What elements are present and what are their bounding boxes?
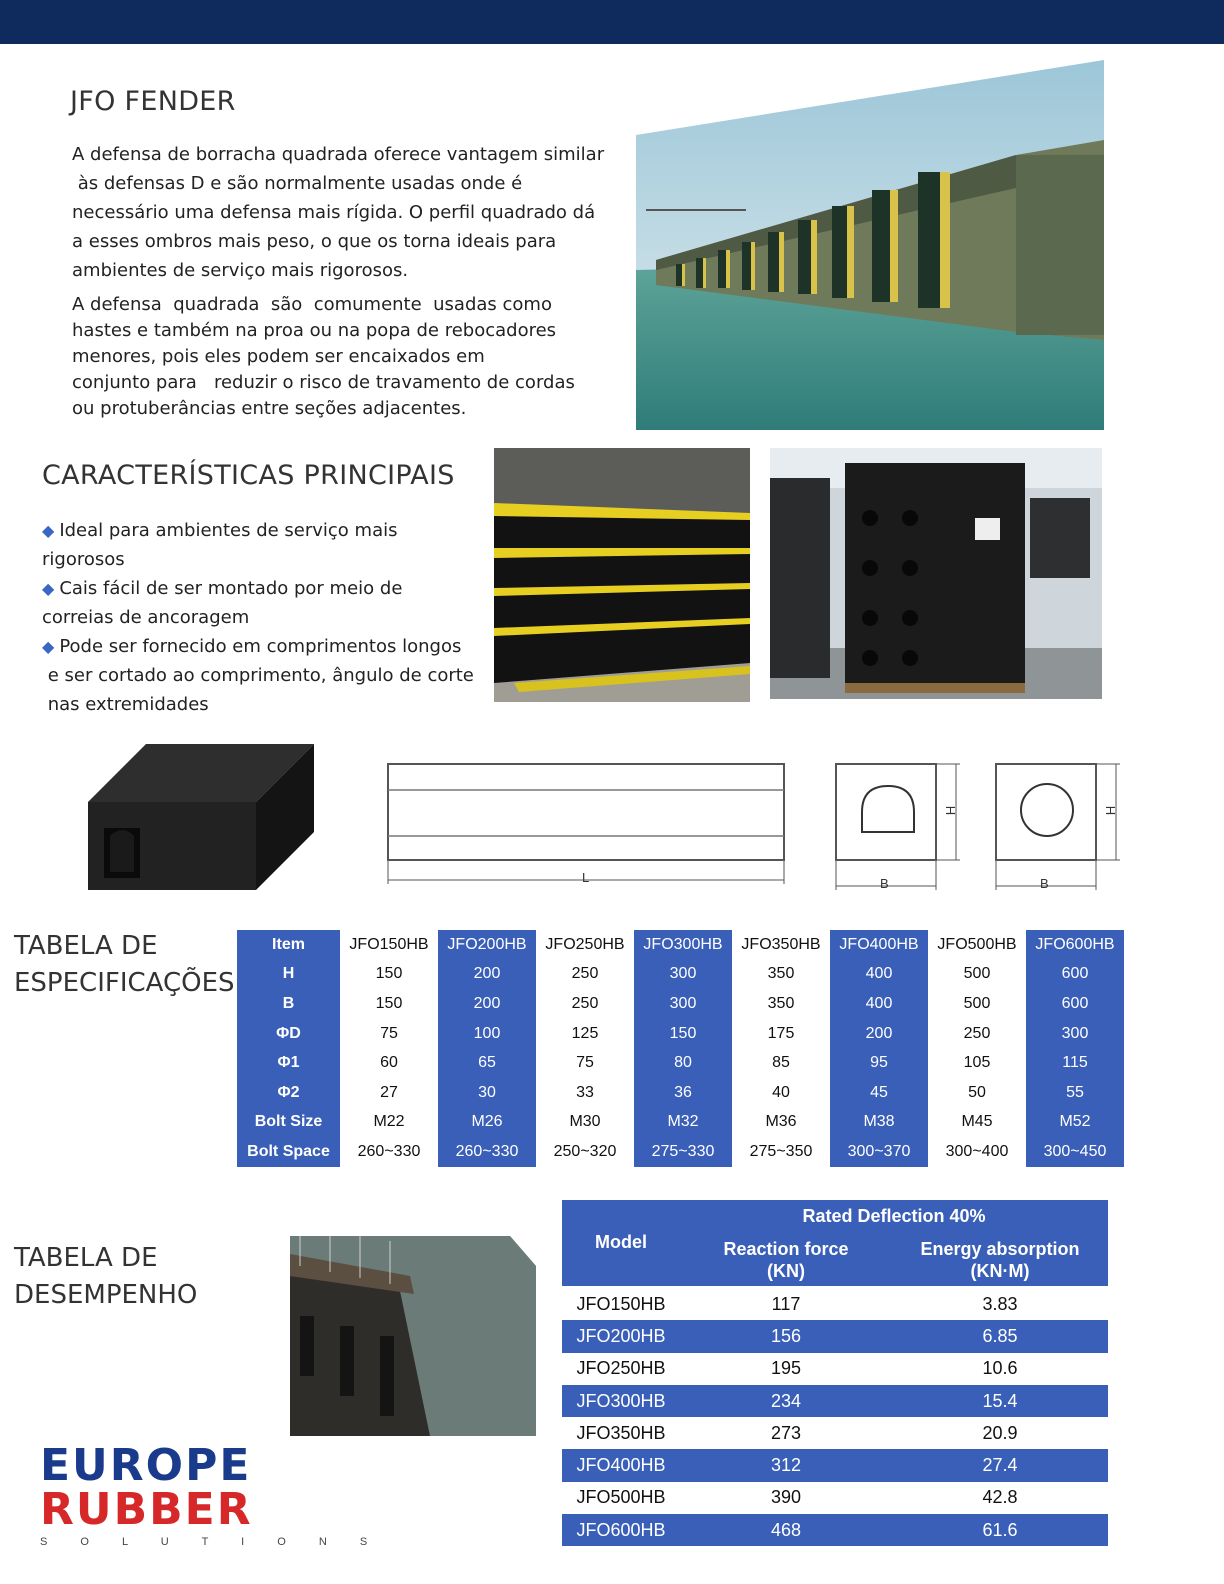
width-label: B bbox=[1040, 876, 1049, 891]
spec-cell: M22 bbox=[373, 1113, 405, 1131]
pier-photo bbox=[636, 60, 1104, 430]
performance-row bbox=[562, 1385, 1108, 1417]
spec-row bbox=[237, 1048, 1124, 1078]
performance-cell: 27.4 bbox=[892, 1449, 1108, 1481]
section-view-d-bore bbox=[832, 760, 964, 894]
spec-cell: M36 bbox=[765, 1113, 797, 1131]
performance-cell: 20.9 bbox=[982, 1422, 1018, 1443]
spec-cell: JFO300HB bbox=[634, 930, 732, 960]
features-title: CARACTERÍSTICAS PRINCIPAIS bbox=[42, 460, 455, 491]
performance-cell: JFO350HB bbox=[576, 1422, 666, 1443]
performance-cell: JFO250HB bbox=[576, 1358, 666, 1379]
performance-cell: 3.83 bbox=[982, 1293, 1018, 1314]
spec-cell: 350 bbox=[767, 965, 795, 983]
intro-line: menores, pois eles podem ser encaixados em bbox=[72, 346, 485, 367]
spec-cell: Bolt Space bbox=[237, 1137, 340, 1167]
diamond-bullet-icon: ◆ bbox=[42, 637, 55, 656]
intro-line: A defensa de borracha quadrada oferece vantagem similar bbox=[72, 144, 605, 165]
performance-cell: 6.85 bbox=[892, 1320, 1108, 1352]
performance-cell: 10.6 bbox=[982, 1358, 1018, 1379]
performance-cell: JFO600HB bbox=[562, 1514, 680, 1546]
spec-row bbox=[237, 989, 1124, 1019]
intro-line: necessário uma defensa mais rígida. O perfil quadrado dá bbox=[72, 202, 596, 223]
performance-cell: 61.6 bbox=[892, 1514, 1108, 1546]
logo-tagline: S O L U T I O N S bbox=[40, 1536, 383, 1548]
spec-cell: M32 bbox=[634, 1108, 732, 1138]
spec-cell: 500 bbox=[963, 965, 991, 983]
intro-paragraph-2 bbox=[72, 292, 632, 422]
spec-cell: 55 bbox=[1026, 1078, 1124, 1108]
spec-cell: 75 bbox=[576, 1054, 594, 1072]
feature-item: ◆ Ideal para ambientes de serviço mais rigorosos bbox=[42, 520, 398, 570]
performance-cell: 468 bbox=[680, 1514, 892, 1546]
spec-cell: 600 bbox=[1026, 960, 1124, 990]
performance-row bbox=[562, 1353, 1108, 1385]
performance-row bbox=[562, 1288, 1108, 1320]
performance-row bbox=[562, 1417, 1108, 1449]
spec-cell: JFO150HB bbox=[349, 935, 429, 953]
section-view-round-bore bbox=[992, 760, 1124, 894]
intro-line: A defensa quadrada são comumente usadas como bbox=[72, 294, 552, 315]
spec-cell: 200 bbox=[438, 989, 536, 1019]
performance-cell: 15.4 bbox=[892, 1385, 1108, 1417]
performance-cell: JFO500HB bbox=[576, 1487, 666, 1508]
pallet-fenders-photo bbox=[770, 448, 1102, 699]
spec-cell: Φ1 bbox=[237, 1048, 340, 1078]
header-rated-deflection: Rated Deflection 40% bbox=[802, 1206, 986, 1226]
spec-row bbox=[237, 1019, 1124, 1049]
spec-cell: 30 bbox=[438, 1078, 536, 1108]
spec-cell: JFO500HB bbox=[937, 935, 1017, 953]
spec-cell: 36 bbox=[634, 1078, 732, 1108]
spec-cell: JFO600HB bbox=[1026, 930, 1124, 960]
performance-cell: 117 bbox=[771, 1293, 801, 1314]
spec-cell: 260~330 bbox=[438, 1137, 536, 1167]
spec-cell: 50 bbox=[968, 1083, 986, 1101]
spec-cell: 80 bbox=[634, 1048, 732, 1078]
spec-cell: M45 bbox=[961, 1113, 993, 1131]
intro-line: ou protuberâncias entre seções adjacentes. bbox=[72, 398, 467, 419]
spec-cell: 125 bbox=[571, 1024, 599, 1042]
features-list bbox=[42, 516, 492, 719]
page-title: JFO FENDER bbox=[70, 86, 236, 117]
spec-cell: 400 bbox=[830, 960, 928, 990]
intro-line: a esses ombros mais peso, o que os torna ideais para bbox=[72, 231, 557, 252]
feature-item: ◆ Pode ser fornecido em comprimentos longos e ser cortado ao comprimento, ângulo de corte nas extremidades bbox=[42, 636, 474, 715]
spec-cell: 60 bbox=[380, 1054, 398, 1072]
performance-cell: 273 bbox=[770, 1422, 802, 1443]
diamond-bullet-icon: ◆ bbox=[42, 579, 55, 598]
spec-cell: 260~330 bbox=[357, 1142, 421, 1160]
performance-row bbox=[562, 1482, 1108, 1514]
spec-table-title: TABELA DE ESPECIFICAÇÕES bbox=[14, 931, 235, 998]
spec-cell: JFO350HB bbox=[741, 935, 821, 953]
spec-cell: 175 bbox=[767, 1024, 795, 1042]
spec-cell: Bolt Size bbox=[237, 1108, 340, 1138]
header-energy-absorption: Energy absorption (KN·M) bbox=[920, 1239, 1080, 1281]
spec-cell: JFO200HB bbox=[438, 930, 536, 960]
performance-table bbox=[562, 1288, 1108, 1546]
spec-cell: 33 bbox=[576, 1083, 594, 1101]
spec-cell: 600 bbox=[1026, 989, 1124, 1019]
intro-line: ambientes de serviço mais rigorosos. bbox=[72, 260, 409, 281]
spec-cell: 250~320 bbox=[553, 1142, 617, 1160]
performance-cell: JFO300HB bbox=[562, 1385, 680, 1417]
spec-cell: 350 bbox=[767, 994, 795, 1012]
spec-row bbox=[237, 1108, 1124, 1138]
performance-row bbox=[562, 1449, 1108, 1481]
spec-cell: 75 bbox=[380, 1024, 398, 1042]
spec-cell: 500 bbox=[963, 994, 991, 1012]
performance-cell: JFO150HB bbox=[576, 1293, 666, 1314]
spec-cell: B bbox=[237, 989, 340, 1019]
spec-cell: 400 bbox=[830, 989, 928, 1019]
performance-cell: 156 bbox=[680, 1320, 892, 1352]
spec-cell: M52 bbox=[1026, 1108, 1124, 1138]
spec-header-row bbox=[237, 930, 1124, 960]
spec-cell: 300~370 bbox=[830, 1137, 928, 1167]
performance-cell: 312 bbox=[680, 1449, 892, 1481]
spec-cell: 65 bbox=[438, 1048, 536, 1078]
dock-fender-photo bbox=[290, 1236, 536, 1436]
spec-cell: 200 bbox=[438, 960, 536, 990]
spec-cell: 300 bbox=[634, 960, 732, 990]
spec-cell: 105 bbox=[963, 1054, 991, 1072]
spec-cell: 85 bbox=[772, 1054, 790, 1072]
intro-line: conjunto para reduzir o risco de travamento de cordas bbox=[72, 372, 575, 393]
spec-row bbox=[237, 1078, 1124, 1108]
spec-cell: 45 bbox=[830, 1078, 928, 1108]
spec-cell: 150 bbox=[634, 1019, 732, 1049]
spec-cell: 150 bbox=[375, 965, 403, 983]
spec-cell: 200 bbox=[830, 1019, 928, 1049]
spec-cell: 100 bbox=[438, 1019, 536, 1049]
spec-cell: 27 bbox=[380, 1083, 398, 1101]
performance-cell: 234 bbox=[680, 1385, 892, 1417]
spec-cell: 275~330 bbox=[634, 1137, 732, 1167]
spec-cell: H bbox=[237, 960, 340, 990]
intro-paragraph-1 bbox=[72, 140, 632, 285]
performance-cell: 195 bbox=[770, 1358, 802, 1379]
header-bar bbox=[0, 0, 1224, 44]
performance-cell: 42.8 bbox=[982, 1487, 1018, 1508]
spec-cell: 250 bbox=[571, 965, 599, 983]
logo-line-europe: EUROPE bbox=[40, 1440, 252, 1491]
spec-cell: 115 bbox=[1026, 1048, 1124, 1078]
intro-line: hastes e também na proa ou na popa de rebocadores bbox=[72, 320, 557, 341]
spec-cell: 40 bbox=[772, 1083, 790, 1101]
spec-cell: M38 bbox=[830, 1108, 928, 1138]
spec-cell: JFO400HB bbox=[830, 930, 928, 960]
width-label: B bbox=[880, 876, 889, 891]
performance-cell: JFO400HB bbox=[562, 1449, 680, 1481]
spec-cell: Φ2 bbox=[237, 1078, 340, 1108]
stacked-fenders-photo bbox=[494, 448, 750, 702]
performance-cell: 390 bbox=[770, 1487, 802, 1508]
side-view-drawing bbox=[386, 760, 788, 888]
feature-item: ◆ Cais fácil de ser montado por meio de correias de ancoragem bbox=[42, 578, 403, 628]
spec-row bbox=[237, 1137, 1124, 1167]
spec-cell: JFO250HB bbox=[545, 935, 625, 953]
header-model: Model bbox=[595, 1232, 647, 1252]
performance-row bbox=[562, 1320, 1108, 1352]
spec-cell: M26 bbox=[438, 1108, 536, 1138]
spec-cell: 275~350 bbox=[749, 1142, 813, 1160]
spec-cell: 300 bbox=[634, 989, 732, 1019]
spec-cell: M30 bbox=[569, 1113, 601, 1131]
header-reaction-force: Reaction force (KN) bbox=[723, 1239, 849, 1281]
spec-cell: 250 bbox=[963, 1024, 991, 1042]
length-label: L bbox=[582, 870, 590, 885]
performance-cell: JFO200HB bbox=[562, 1320, 680, 1352]
spec-cell: 300~450 bbox=[1026, 1137, 1124, 1167]
fender-3d-render bbox=[86, 740, 316, 890]
spec-cell: 300 bbox=[1026, 1019, 1124, 1049]
diamond-bullet-icon: ◆ bbox=[42, 521, 55, 540]
spec-cell: Item bbox=[237, 930, 340, 960]
spec-row bbox=[237, 960, 1124, 990]
spec-cell: 300~400 bbox=[945, 1142, 1009, 1160]
spec-cell: 95 bbox=[830, 1048, 928, 1078]
spec-cell: ΦD bbox=[237, 1019, 340, 1049]
performance-table-title: TABELA DE DESEMPENHO bbox=[14, 1243, 198, 1310]
spec-cell: 250 bbox=[571, 994, 599, 1012]
performance-row bbox=[562, 1514, 1108, 1546]
logo-line-rubber: RUBBER bbox=[40, 1484, 253, 1535]
specification-table bbox=[237, 930, 1124, 1167]
height-label: H bbox=[943, 805, 959, 816]
height-label: H bbox=[1103, 805, 1119, 816]
spec-cell: 150 bbox=[375, 994, 403, 1012]
intro-line: às defensas D e são normalmente usadas onde é bbox=[72, 173, 523, 194]
company-logo bbox=[40, 1440, 383, 1548]
performance-table-header bbox=[562, 1200, 1108, 1286]
